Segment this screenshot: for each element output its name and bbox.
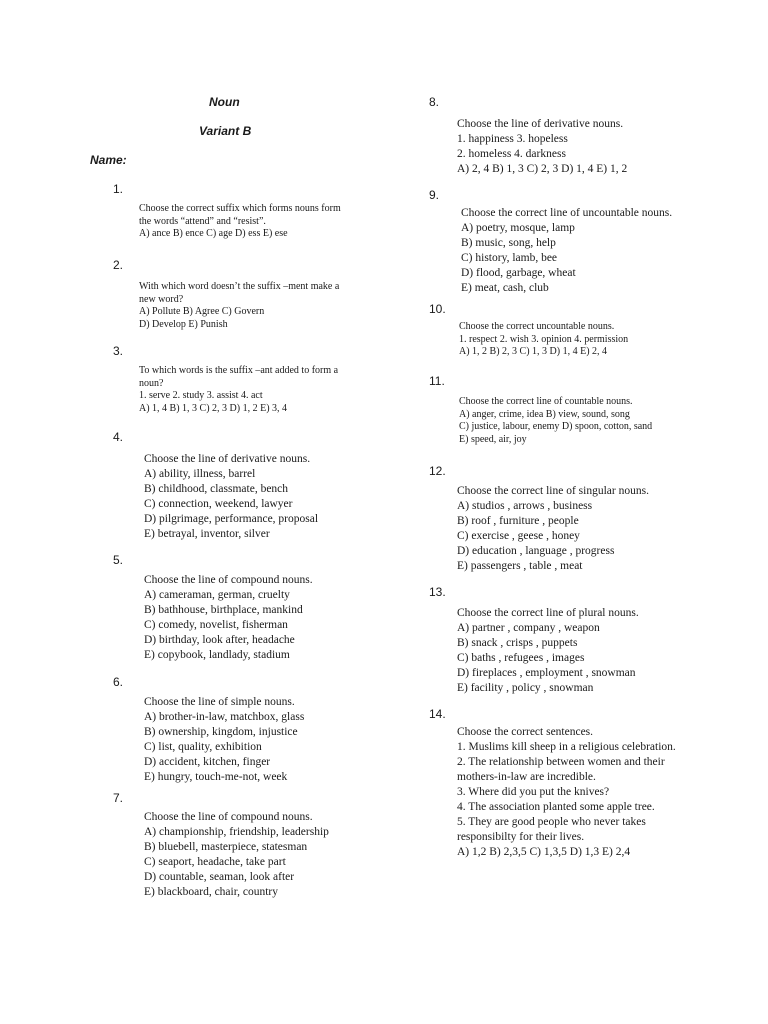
name-label: Name:	[90, 153, 127, 167]
answer-option: A) partner , company , weapon	[457, 622, 600, 634]
question-text: the words “attend” and “resist”.	[139, 215, 266, 227]
answer-option: B) ownership, kingdom, injustice	[144, 726, 298, 738]
answer-options: 1. happiness 3. hopeless	[457, 133, 568, 145]
answer-option: A) poetry, mosque, lamp	[461, 222, 575, 234]
question-11	[459, 396, 652, 446]
answer-option: B) bathhouse, birthplace, mankind	[144, 604, 303, 616]
question-number: 10.	[429, 302, 446, 316]
answer-option: A) ability, illness, barrel	[144, 468, 256, 480]
answer-option: C) baths , refugees , images	[457, 652, 585, 664]
answer-option: D) fireplaces , employment , snowman	[457, 667, 636, 679]
question-text: Choose the correct line of uncountable nouns.	[461, 207, 673, 219]
sentence: 4. The association planted some apple tree.	[457, 801, 655, 813]
question-number: 3.	[113, 344, 124, 358]
answer-option: E) betrayal, inventor, silver	[144, 528, 270, 540]
answer-option: E) blackboard, chair, country	[144, 886, 278, 898]
question-1	[139, 203, 341, 241]
question-5	[144, 573, 313, 663]
sentence: 1. Muslims kill sheep in a religious celebration.	[457, 741, 676, 753]
answer-option: B) snack , crisps , puppets	[457, 637, 578, 649]
answer-option: A) championship, friendship, leadership	[144, 826, 329, 838]
sentence: 3. Where did you put the knives?	[457, 786, 610, 798]
answer-option: B) roof , furniture , people	[457, 515, 579, 527]
answer-options: 2. homeless 4. darkness	[457, 148, 566, 160]
question-text: To which words is the suffix –ant added to form a	[139, 365, 339, 376]
question-number: 5.	[113, 553, 124, 567]
answer-options: A) 2, 4 B) 1, 3 C) 2, 3 D) 1, 4 E) 1, 2	[457, 163, 628, 175]
question-text: new word?	[139, 293, 184, 305]
question-8	[457, 117, 627, 177]
question-2	[139, 281, 339, 331]
answer-option: C) seaport, headache, take part	[144, 856, 286, 868]
question-3	[139, 365, 338, 415]
sentence: 2. The relationship between women and their	[457, 756, 665, 768]
question-text: Choose the line of compound nouns.	[144, 811, 313, 823]
answer-option: D) flood, garbage, wheat	[461, 267, 576, 279]
page-title: Noun	[209, 95, 240, 109]
answer-option: E) speed, air, joy	[459, 433, 527, 445]
answer-option: E) passengers , table , meat	[457, 560, 583, 572]
answer-option: E) facility , policy , snowman	[457, 682, 594, 694]
answer-options: 1. respect 2. wish 3. opinion 4. permission	[459, 333, 629, 345]
question-text: Choose the correct line of singular nouns.	[457, 485, 649, 497]
answer-option: D) accident, kitchen, finger	[144, 756, 271, 768]
answer-options: A) anger, crime, idea B) view, sound, song	[459, 408, 630, 420]
question-number: 9.	[429, 188, 440, 202]
question-13	[457, 606, 639, 696]
answer-option: B) childhood, classmate, bench	[144, 483, 289, 495]
question-number: 6.	[113, 675, 124, 689]
question-text: Choose the correct uncountable nouns.	[459, 321, 615, 332]
answer-options: A) Pollute B) Agree C) Govern	[139, 306, 265, 317]
answer-option: D) pilgrimage, performance, proposal	[144, 513, 319, 525]
sentence: mothers-in-law are incredible.	[457, 771, 596, 783]
question-12	[457, 484, 649, 574]
answer-option: C) connection, weekend, lawyer	[144, 498, 293, 510]
question-text: Choose the correct line of countable nouns.	[459, 396, 633, 407]
question-4	[144, 452, 318, 542]
answer-option: E) hungry, touch-me-not, week	[144, 771, 288, 783]
answer-options: C) justice, labour, enemy D) spoon, cotton, sand	[459, 421, 653, 432]
question-number: 4.	[113, 430, 124, 444]
answer-options: A) 1, 4 B) 1, 3 C) 2, 3 D) 1, 2 E) 3, 4	[139, 402, 288, 414]
question-number: 11.	[429, 374, 445, 388]
question-text: Choose the line of derivative nouns.	[457, 118, 624, 130]
question-7	[144, 810, 329, 900]
question-6	[144, 695, 304, 785]
answer-options: A) 1,2 B) 2,3,5 C) 1,3,5 D) 1,3 E) 2,4	[457, 846, 631, 858]
question-14	[457, 725, 676, 860]
question-text: Choose the correct suffix which forms nouns form	[139, 203, 341, 214]
variant-label: Variant B	[199, 124, 252, 138]
answer-option: A) studios , arrows , business	[457, 500, 593, 512]
question-number: 8.	[429, 95, 440, 109]
question-text: Choose the line of simple nouns.	[144, 696, 295, 708]
question-9	[461, 206, 672, 296]
answer-options: A) ance B) ence C) age D) ess E) ese	[139, 228, 288, 239]
question-text: Choose the correct line of plural nouns.	[457, 607, 639, 619]
answer-option: E) meat, cash, club	[461, 282, 549, 294]
question-number: 7.	[113, 791, 124, 805]
answer-option: D) birthday, look after, headache	[144, 634, 295, 646]
question-number: 1.	[113, 182, 124, 196]
answer-option: B) bluebell, masterpiece, statesman	[144, 841, 308, 853]
answer-option: C) comedy, novelist, fisherman	[144, 619, 288, 631]
answer-option: C) list, quality, exhibition	[144, 741, 262, 753]
answer-option: A) cameraman, german, cruelty	[144, 589, 290, 601]
answer-option: C) history, lamb, bee	[461, 252, 558, 264]
question-text: With which word doesn’t the suffix –ment make a	[139, 281, 340, 292]
answer-option: C) exercise , geese , honey	[457, 530, 580, 542]
question-text: Choose the line of derivative nouns.	[144, 453, 311, 465]
question-number: 2.	[113, 258, 124, 272]
answer-option: B) music, song, help	[461, 237, 556, 249]
sentence: 5. They are good people who never takes	[457, 816, 646, 828]
answer-option: D) countable, seaman, look after	[144, 871, 295, 883]
question-text: Choose the line of compound nouns.	[144, 574, 313, 586]
answer-option: A) brother-in-law, matchbox, glass	[144, 711, 305, 723]
question-10	[459, 321, 628, 359]
question-number: 13.	[429, 585, 446, 599]
question-text: noun?	[139, 377, 164, 389]
answer-options: 1. serve 2. study 3. assist 4. act	[139, 390, 263, 401]
answer-option: D) education , language , progress	[457, 545, 615, 557]
question-number: 12.	[429, 464, 446, 478]
answer-options: A) 1, 2 B) 2, 3 C) 1, 3 D) 1, 4 E) 2, 4	[459, 346, 608, 357]
sentence: responsibilty for their lives.	[457, 831, 585, 843]
question-text: Choose the correct sentences.	[457, 726, 594, 738]
answer-options: D) Develop E) Punish	[139, 318, 228, 330]
question-number: 14.	[429, 707, 446, 721]
answer-option: E) copybook, landlady, stadium	[144, 649, 290, 661]
